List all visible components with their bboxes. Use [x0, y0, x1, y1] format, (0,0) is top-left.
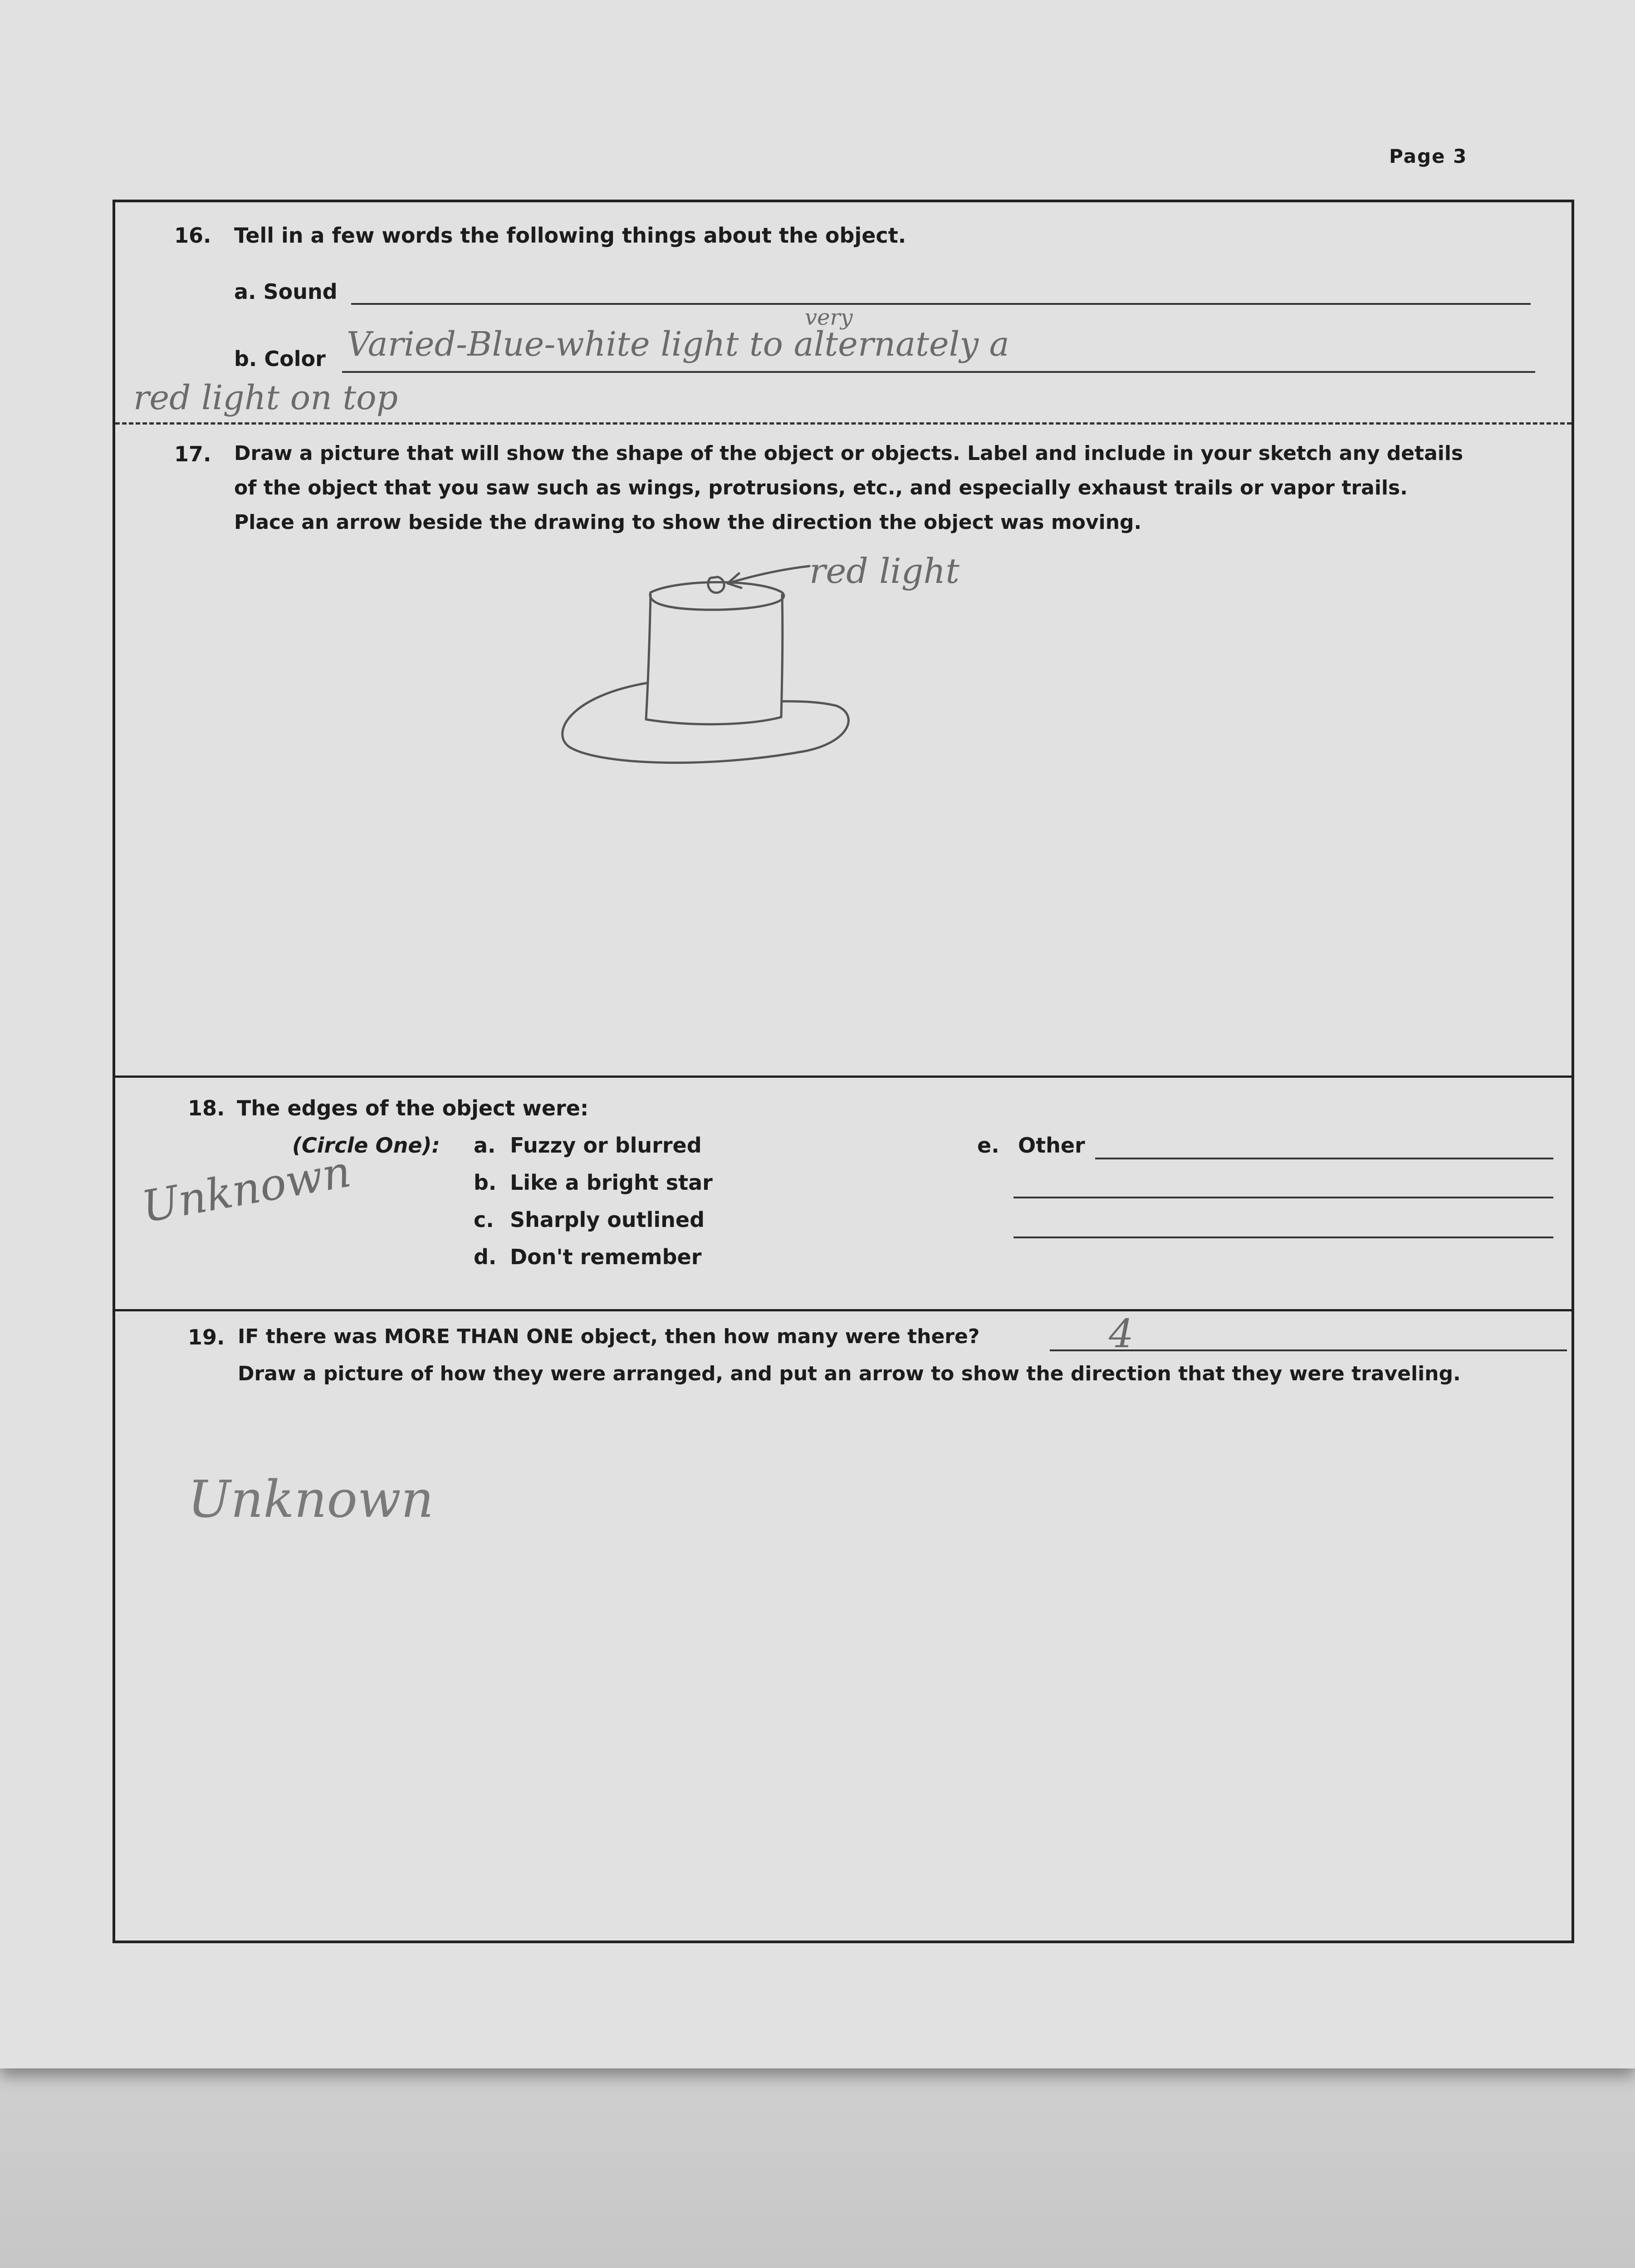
option-a: a. Fuzzy or blurred [474, 1133, 702, 1158]
question-16-section [115, 202, 1571, 425]
option-d: d. Don't remember [474, 1245, 702, 1269]
other-answer-line-3 [1013, 1237, 1553, 1238]
sketch-arrow [728, 566, 809, 588]
question-17-line1: Draw a picture that will show the shape of the object or objects. Label and include in your sketch any details [234, 442, 1464, 465]
count-answer: 4 [1109, 1311, 1134, 1357]
color-answer-line [342, 371, 1535, 373]
question-17-line2: of the object that you saw such as wings, protrusions, etc., and especially exhaust trails or vapor trails. [234, 476, 1408, 499]
color-answer-line2: red light on top [133, 378, 398, 417]
question-16-number: 16. [174, 223, 211, 248]
sound-label: a. Sound [234, 279, 338, 304]
question-19-section [115, 1311, 1571, 1943]
question-19-number: 19. [188, 1325, 225, 1349]
circle-one-instruction: (Circle One): [292, 1133, 440, 1158]
page-number: Page 3 [1389, 145, 1468, 167]
question-18-prompt: The edges of the object were: [237, 1096, 589, 1120]
question-17-number: 17. [174, 442, 211, 466]
sketch-label: red light [809, 551, 959, 591]
option-e-label: Other [1018, 1133, 1085, 1158]
sketch-brim [563, 683, 849, 763]
question-17-line3: Place an arrow beside the drawing to show the direction the object was moving. [234, 511, 1142, 534]
question-19-prompt: IF there was MORE THAN ONE object, then how many were there? [238, 1325, 980, 1348]
background-lower [0, 2068, 1635, 2268]
form-frame [113, 200, 1574, 1943]
option-b: b. Like a bright star [474, 1170, 713, 1195]
color-answer-insert: very [805, 305, 853, 330]
sketch-right-side [781, 595, 783, 717]
sketch-light [708, 577, 724, 593]
option-e-letter: e. [977, 1133, 999, 1158]
question-18-number: 18. [188, 1096, 225, 1120]
question-18-section [115, 1078, 1571, 1311]
color-label: b. Color [234, 347, 326, 371]
sketch-left-side [646, 595, 651, 719]
color-answer-line1: Varied-Blue-white light to alternately a [347, 325, 1009, 364]
question-16-prompt: Tell in a few words the following things about the object. [234, 223, 906, 248]
sketch-body-bottom [646, 717, 781, 724]
option-c: c. Sharply outlined [474, 1207, 705, 1232]
question-17-section [115, 425, 1571, 1078]
sketch-top-ellipse [650, 582, 784, 610]
question-19-line2: Draw a picture of how they were arranged, and put an arrow to show the direction that they were traveling. [238, 1362, 1461, 1385]
question-18-handwritten-answer: Unknown [138, 1146, 355, 1233]
other-answer-line-2 [1013, 1197, 1553, 1198]
question-19-handwritten-answer: Unknown [188, 1470, 434, 1529]
sound-answer-line [351, 303, 1531, 305]
other-answer-line-1 [1095, 1158, 1553, 1159]
